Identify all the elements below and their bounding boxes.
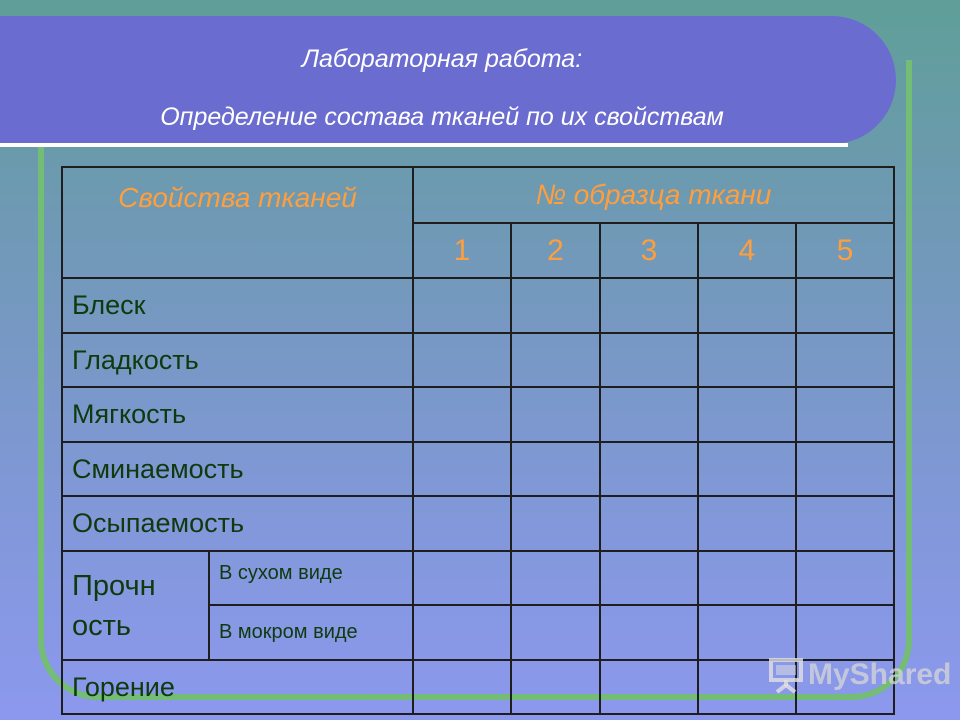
table-row	[62, 387, 894, 442]
sample-number-2: 2	[511, 223, 600, 278]
table-cell	[698, 278, 796, 333]
sample-number-1: 1	[413, 223, 511, 278]
sample-number-4: 4	[698, 223, 796, 278]
table-cell	[698, 551, 796, 605]
table-cell	[511, 496, 600, 551]
table-cell	[600, 442, 698, 496]
table-cell	[796, 496, 894, 551]
table-cell	[511, 442, 600, 496]
table-cell	[511, 387, 600, 442]
table-cell	[511, 551, 600, 605]
table-cell	[796, 605, 894, 660]
table-cell	[413, 333, 511, 387]
table-header-row	[62, 167, 894, 223]
table-cell	[698, 387, 796, 442]
table-row	[62, 496, 894, 551]
table-cell	[796, 442, 894, 496]
table-cell	[698, 605, 796, 660]
watermark-text: MyShared	[808, 658, 952, 691]
watermark	[768, 656, 952, 696]
table-cell	[796, 551, 894, 605]
property-strength: Прочн ость	[62, 551, 209, 660]
table-cell	[698, 333, 796, 387]
title-underline	[0, 143, 848, 147]
sample-number-5: 5	[796, 223, 894, 278]
property-strength-wet: В мокром виде	[209, 605, 413, 660]
table-cell	[796, 387, 894, 442]
table-cell	[600, 605, 698, 660]
table-row	[62, 278, 894, 333]
presentation-board-icon	[768, 656, 804, 694]
table-row	[62, 551, 894, 605]
sample-number-3: 3	[600, 223, 698, 278]
property-fray: Осыпаемость	[62, 496, 413, 551]
table-cell	[413, 605, 511, 660]
title-banner	[0, 16, 896, 144]
property-crease: Сминаемость	[62, 442, 413, 496]
table-row	[62, 442, 894, 496]
header-sample-number: № образца ткани	[413, 167, 894, 223]
slide-frame-outline-side	[900, 80, 912, 120]
table-row	[62, 333, 894, 387]
property-shine: Блеск	[62, 278, 413, 333]
title-line-2: Определение состава тканей по их свойствам	[160, 103, 724, 131]
property-softness: Мягкость	[62, 387, 413, 442]
table-cell	[413, 442, 511, 496]
table-cell	[511, 660, 600, 714]
table-cell	[413, 660, 511, 714]
table-cell	[600, 278, 698, 333]
table-cell	[600, 660, 698, 714]
table-cell	[511, 278, 600, 333]
table-cell	[413, 496, 511, 551]
title-line-1: Лабораторная работа:	[301, 45, 583, 73]
table-cell	[413, 551, 511, 605]
table-cell	[698, 442, 796, 496]
table-cell	[600, 551, 698, 605]
table-cell	[600, 333, 698, 387]
header-properties: Свойства тканей	[62, 167, 413, 278]
table-cell	[600, 387, 698, 442]
table-cell	[413, 387, 511, 442]
table-cell	[796, 333, 894, 387]
property-strength-dry: В сухом виде	[209, 551, 413, 605]
table-cell	[600, 496, 698, 551]
property-smoothness: Гладкость	[62, 333, 413, 387]
property-burning: Горение	[62, 660, 413, 714]
fabric-properties-table	[61, 166, 895, 715]
table-cell	[511, 333, 600, 387]
table-cell	[511, 605, 600, 660]
table-cell	[796, 278, 894, 333]
table-cell	[698, 496, 796, 551]
table-cell	[413, 278, 511, 333]
